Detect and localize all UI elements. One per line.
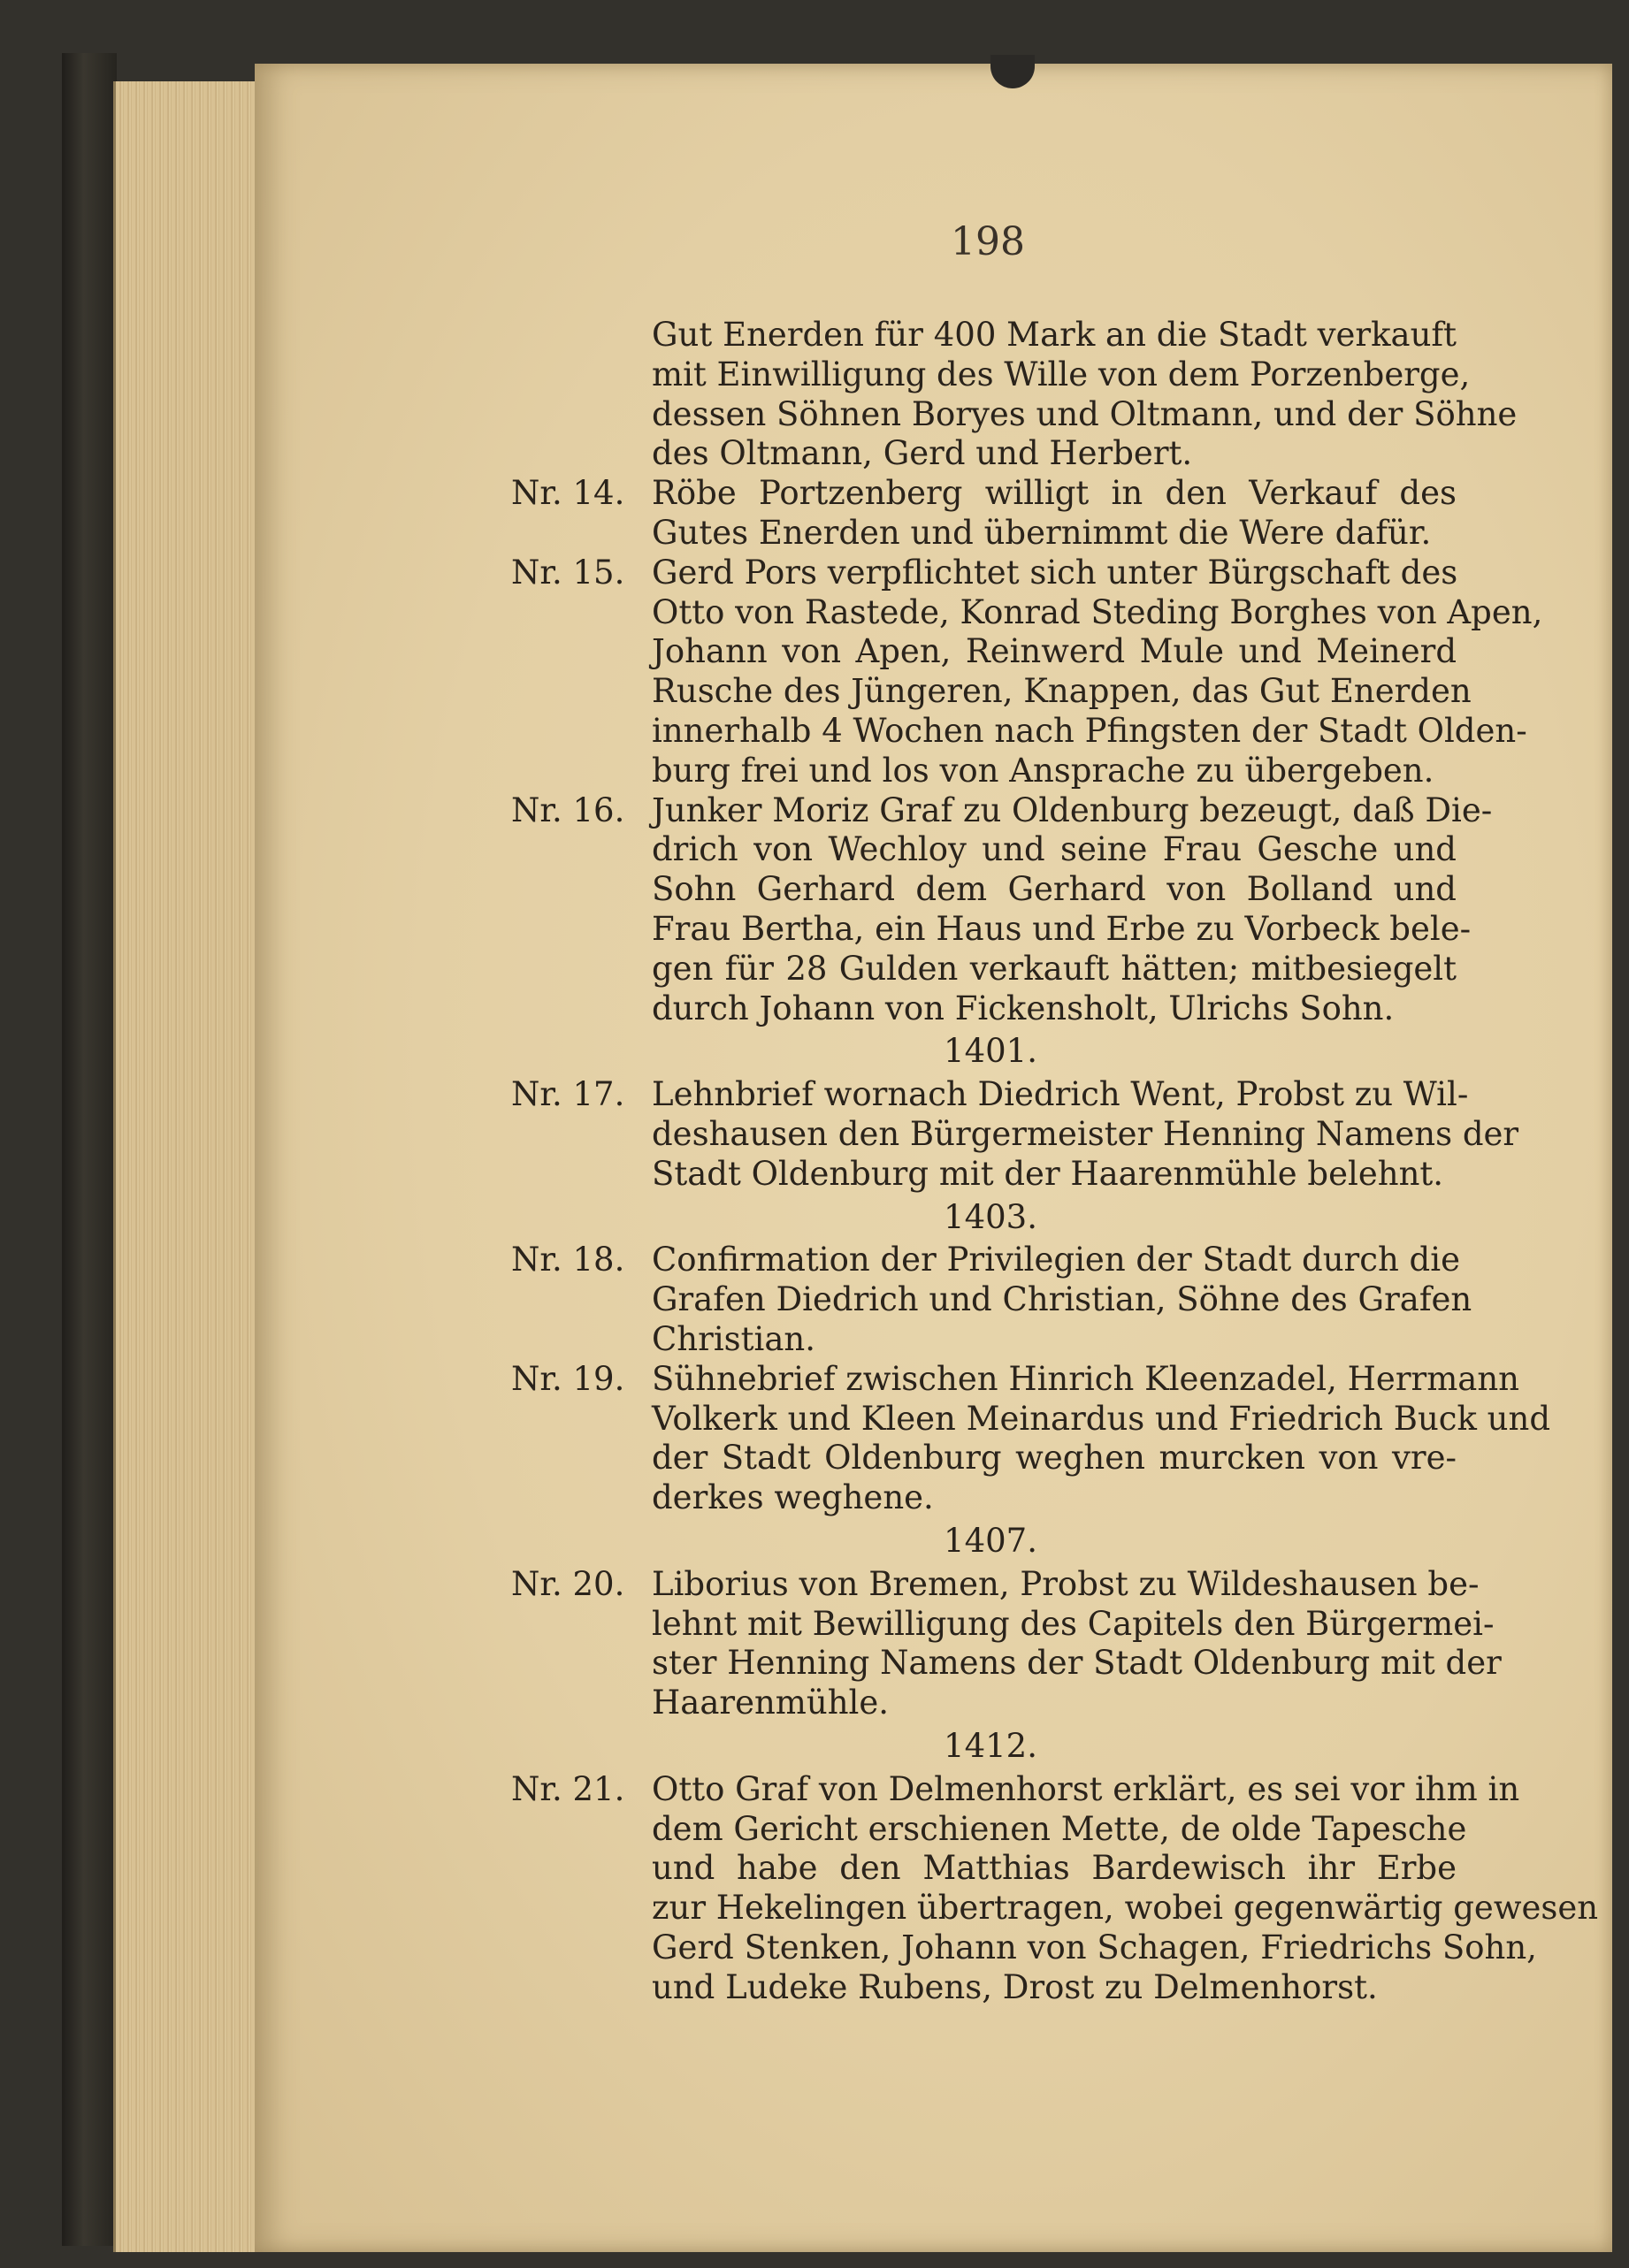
entry-number: Nr. 16. xyxy=(511,790,625,829)
year-heading: 1403. xyxy=(944,1197,1037,1236)
text-line: Grafen Diedrich und Christian, Söhne des Grafen xyxy=(652,1280,1472,1319)
text-line: Gerd Pors verpflichtet sich unter Bürgschaft des xyxy=(652,553,1458,592)
text-line: zur Hekelingen übertragen, wobei gegenwärtig gewesen xyxy=(652,1889,1599,1928)
text-line: innerhalb 4 Wochen nach Pfingsten der Stadt Olden- xyxy=(652,712,1527,750)
text-line: mit Einwilligung des Wille von dem Porzenberge, xyxy=(652,355,1471,393)
text-line: Christian. xyxy=(652,1320,815,1358)
text-line: Junker Moriz Graf zu Oldenburg bezeugt, daß Die- xyxy=(652,790,1493,829)
entry-number: Nr. 15. xyxy=(511,553,625,592)
text-line: der Stadt Oldenburg weghen murcken von vre- xyxy=(652,1439,1457,1478)
text-line: Gerd Stenken, Johann von Schagen, Friedrichs Sohn, xyxy=(652,1928,1537,1966)
text-line: Gutes Enerden und übernimmt die Were dafür. xyxy=(652,514,1432,552)
text-line: Johann von Apen, Reinwerd Mule und Meinerd xyxy=(652,632,1457,671)
entry-number: Nr. 21. xyxy=(511,1769,625,1808)
text-line: derkes weghene. xyxy=(652,1478,934,1517)
entry-number: Nr. 19. xyxy=(511,1359,625,1398)
text-line: Otto von Rastede, Konrad Steding Borghes von Apen, xyxy=(652,592,1543,631)
text-line: Otto Graf von Delmenhorst erklärt, es sei vor ihm in xyxy=(652,1769,1520,1808)
text-line: Rusche des Jüngeren, Knappen, das Gut Enerden xyxy=(652,672,1472,711)
page-number: 198 xyxy=(951,219,1025,264)
entry-number: Nr. 17. xyxy=(511,1075,625,1114)
year-heading: 1412. xyxy=(944,1727,1037,1765)
entry-number: Nr. 14. xyxy=(511,474,625,513)
text-line: dem Gericht erschienen Mette, de olde Tapesche xyxy=(652,1809,1467,1848)
text-line: Gut Enerden für 400 Mark an die Stadt verkauft xyxy=(652,316,1457,354)
text-line: und habe den Matthias Bardewisch ihr Erbe xyxy=(652,1849,1457,1888)
text-line: Confirmation der Privilegien der Stadt durch die xyxy=(652,1241,1460,1279)
year-heading: 1407. xyxy=(944,1522,1037,1560)
text-line: Liborius von Bremen, Probst zu Wildeshausen be- xyxy=(652,1564,1480,1603)
text-line: des Oltmann, Gerd und Herbert. xyxy=(652,434,1193,473)
text-line: Haarenmühle. xyxy=(652,1684,890,1722)
text-line: und Ludeke Rubens, Drost zu Delmenhorst. xyxy=(652,1967,1378,2006)
text-line: Stadt Oldenburg mit der Haarenmühle belehnt. xyxy=(652,1154,1444,1193)
entry-number: Nr. 20. xyxy=(511,1564,625,1603)
text-line: gen für 28 Gulden verkauft hätten; mitbesiegelt xyxy=(652,949,1457,988)
text-line: Sohn Gerhard dem Gerhard von Bolland und xyxy=(652,870,1457,909)
text-line: Volkerk und Kleen Meinardus und Friedrich Buck und xyxy=(652,1399,1551,1438)
text-line: Sühnebrief zwischen Hinrich Kleenzadel, Herrmann xyxy=(652,1359,1520,1398)
text-line: deshausen den Bürgermeister Henning Namens der xyxy=(652,1115,1519,1153)
text-line: burg frei und los von Ansprache zu übergeben. xyxy=(652,751,1434,790)
year-heading: 1401. xyxy=(944,1032,1037,1071)
text-line: lehnt mit Bewilligung des Capitels den Bürgermei- xyxy=(652,1604,1495,1643)
text-line: Röbe Portzenberg willigt in den Verkauf des xyxy=(652,474,1457,513)
text-line: durch Johann von Fickensholt, Ulrichs Sohn. xyxy=(652,989,1395,1027)
text-line: drich von Wechloy und seine Frau Gesche und xyxy=(652,830,1457,869)
entry-number: Nr. 18. xyxy=(511,1241,625,1279)
text-line: ster Henning Namens der Stadt Oldenburg mit der xyxy=(652,1644,1502,1683)
text-line: Frau Bertha, ein Haus und Erbe zu Vorbeck bele- xyxy=(652,910,1472,948)
text-line: Lehnbrief wornach Diedrich Went, Probst zu Wil- xyxy=(652,1075,1469,1114)
text-line: dessen Söhnen Boryes und Oltmann, und der Söhne xyxy=(652,394,1518,433)
